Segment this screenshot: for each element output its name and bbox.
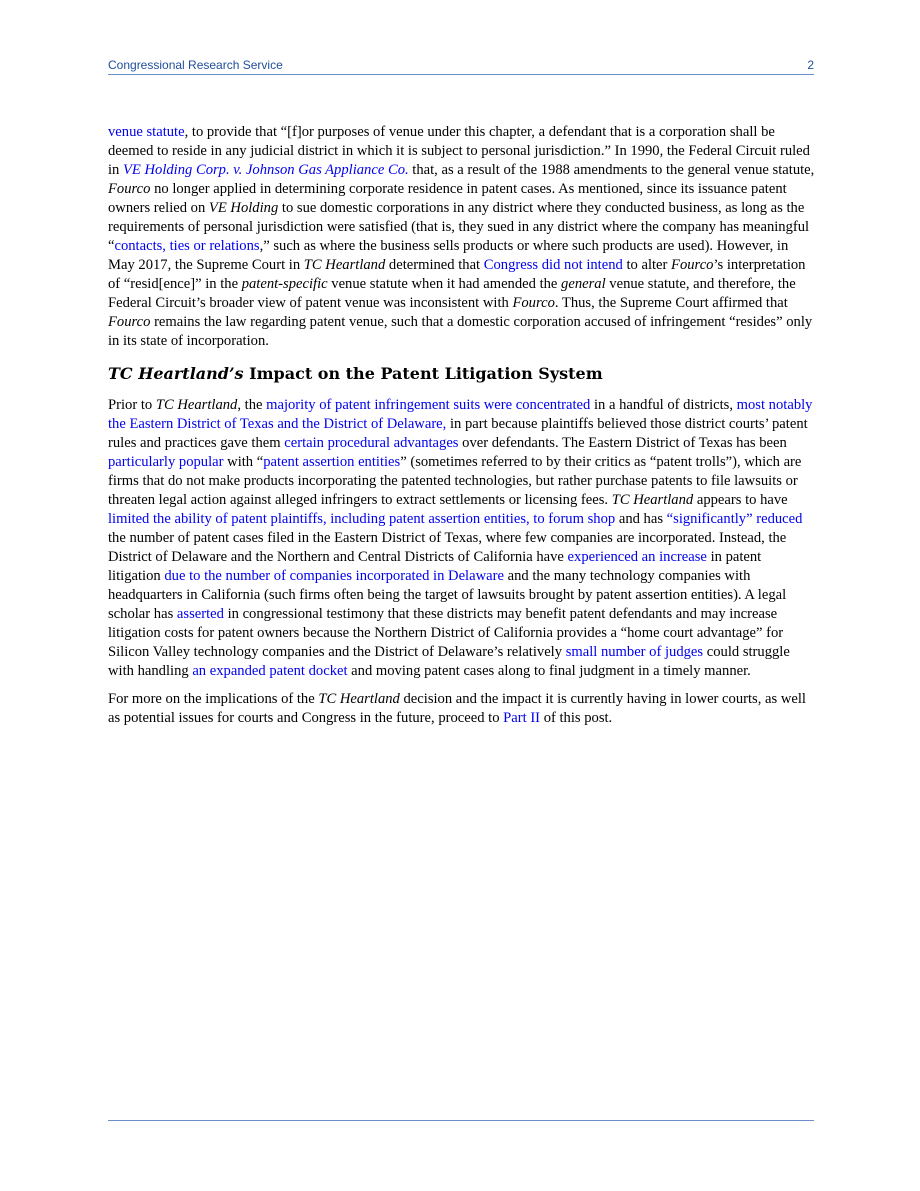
case-name: Fourco — [671, 257, 714, 273]
text: Prior to — [108, 397, 156, 413]
text: venue statute, and therefore, the Federal Circuit’s broader view of patent venue was inconsistent with — [108, 276, 796, 311]
link-expanded-patent-docket[interactable]: an expanded patent docket — [192, 663, 348, 679]
text: of this post. — [540, 710, 613, 726]
text: appears to have — [693, 492, 788, 508]
text: could struggle with handling — [108, 644, 790, 679]
section-heading — [108, 364, 816, 384]
text: ’s interpretation of “resid[ence]” in the — [108, 257, 806, 292]
link-part-ii[interactable]: Part II — [503, 710, 541, 726]
paragraph-2 — [108, 396, 816, 681]
text: remains the law regarding patent venue, such that a domestic corporation accused of infringement “resides” only in its state of incorporation. — [108, 314, 813, 349]
paragraph-1 — [108, 123, 816, 351]
link-ve-holding-label: VE Holding Corp. v. Johnson Gas Appliance Co. — [123, 162, 409, 178]
paragraph-3 — [108, 690, 816, 728]
text: For more on the implications of the — [108, 691, 319, 707]
link-small-number-of-judges[interactable]: small number of judges — [565, 644, 704, 660]
text: . Thus, the Supreme Court affirmed that — [554, 295, 788, 311]
text: venue statute when it had amended the — [327, 276, 562, 292]
header-source: Congressional Research Service — [108, 58, 283, 72]
footer-rule — [108, 1120, 814, 1121]
text: decision and the impact it is currently having in lower courts, as well as potential issues for courts and Congress in the future, proceed to — [108, 691, 806, 726]
case-name: TC Heartland — [611, 492, 694, 508]
link-procedural-advantages[interactable]: certain procedural advantages — [284, 435, 459, 451]
text: ,” such as where the business sells products or where such products are used). However, in May 2017, the Supreme Court in — [108, 238, 789, 273]
link-ve-holding[interactable] — [123, 162, 409, 178]
case-name: Fourco — [108, 314, 151, 330]
link-significantly-reduced[interactable]: “significantly” reduced — [666, 511, 803, 527]
text: to alter — [622, 257, 672, 273]
heading-italic: TC Heartland’s — [108, 364, 244, 383]
header-rule — [108, 74, 814, 75]
emphasis: general — [561, 276, 606, 292]
text: in part because plaintiffs believed those district courts’ patent rules and practices gave them — [108, 416, 808, 451]
page-number: 2 — [807, 58, 814, 72]
text: and moving patent cases along to final judgment in a timely manner. — [347, 663, 751, 679]
emphasis: patent-specific — [241, 276, 328, 292]
text: to sue domestic corporations in any district where they conducted business, as long as the requirements of personal jurisdiction were satisfied (that is, they sued in any district where the company has meaningful “ — [108, 200, 810, 254]
link-majority-suits-concentrated[interactable]: majority of patent infringement suits were concentrated — [266, 397, 591, 413]
text: and has — [615, 511, 667, 527]
text: no longer applied in determining corporate residence in patent cases. As mentioned, since its issuance patent owners relied on — [108, 181, 787, 216]
text: ” (sometimes referred to by their critics as “patent trolls”), which are firms that do not make products incorporating the patented technologies, but rather purchase patents to file lawsuits or threaten legal action against alleged infringers to extract settlements or licensing fees. — [108, 454, 802, 508]
case-name: VE Holding — [208, 200, 279, 216]
link-experienced-increase[interactable]: experienced an increase — [567, 549, 707, 565]
case-name: Fourco — [108, 181, 151, 197]
text: in congressional testimony that these districts may benefit patent defendants and may increase litigation costs for patent owners because the Northern District of California provides a “home court advantage” for Silicon Valley technology companies and the District of Delaware’s relatively — [108, 606, 784, 660]
text: and the many technology companies with headquarters in California (such firms often being the target of lawsuits brought by patent assertion entities). A legal scholar has — [108, 568, 787, 622]
page-header — [108, 58, 814, 74]
link-companies-incorporated-delaware[interactable]: due to the number of companies incorporated in Delaware — [164, 568, 504, 584]
case-name: TC Heartland — [155, 397, 238, 413]
heading-text: Impact on the Patent Litigation System — [243, 364, 603, 383]
text: in patent litigation — [108, 549, 762, 584]
link-patent-assertion-entities[interactable]: patent assertion entities — [263, 454, 401, 470]
link-particularly-popular[interactable]: particularly popular — [108, 454, 224, 470]
link-asserted[interactable]: asserted — [176, 606, 224, 622]
link-venue-statute[interactable]: venue statute — [108, 124, 185, 140]
text: that, as a result of the 1988 amendments to the general venue statute, — [408, 162, 815, 178]
text: over defendants. The Eastern District of Texas has been — [458, 435, 787, 451]
link-contacts-ties-relations[interactable]: contacts, ties or relations — [114, 238, 260, 254]
text: , to provide that “[f]or purposes of venue under this chapter, a defendant that is a corporation shall be deemed to reside in any judicial district in which it is subject to personal jurisdiction.” In 1990, the Federal Circuit ruled in — [108, 124, 810, 178]
link-eastern-texas-delaware[interactable]: most notably the Eastern District of Texas and the District of Delaware, — [108, 397, 813, 432]
link-congress-did-not-intend[interactable]: Congress did not intend — [483, 257, 623, 273]
text: with “ — [223, 454, 264, 470]
link-forum-shop[interactable]: limited the ability of patent plaintiffs, including patent assertion entities, to forum shop — [108, 511, 616, 527]
case-name: Fourco — [512, 295, 555, 311]
text: in a handful of districts, — [590, 397, 737, 413]
text: the number of patent cases filed in the Eastern District of Texas, where few companies are incorporated. Instead, the District of Delaware and the Northern and Central Districts of California have — [108, 530, 787, 565]
article-body — [108, 123, 816, 737]
case-name: TC Heartland — [303, 257, 386, 273]
text: , the — [237, 397, 267, 413]
text: determined that — [385, 257, 484, 273]
case-name: TC Heartland — [318, 691, 400, 707]
